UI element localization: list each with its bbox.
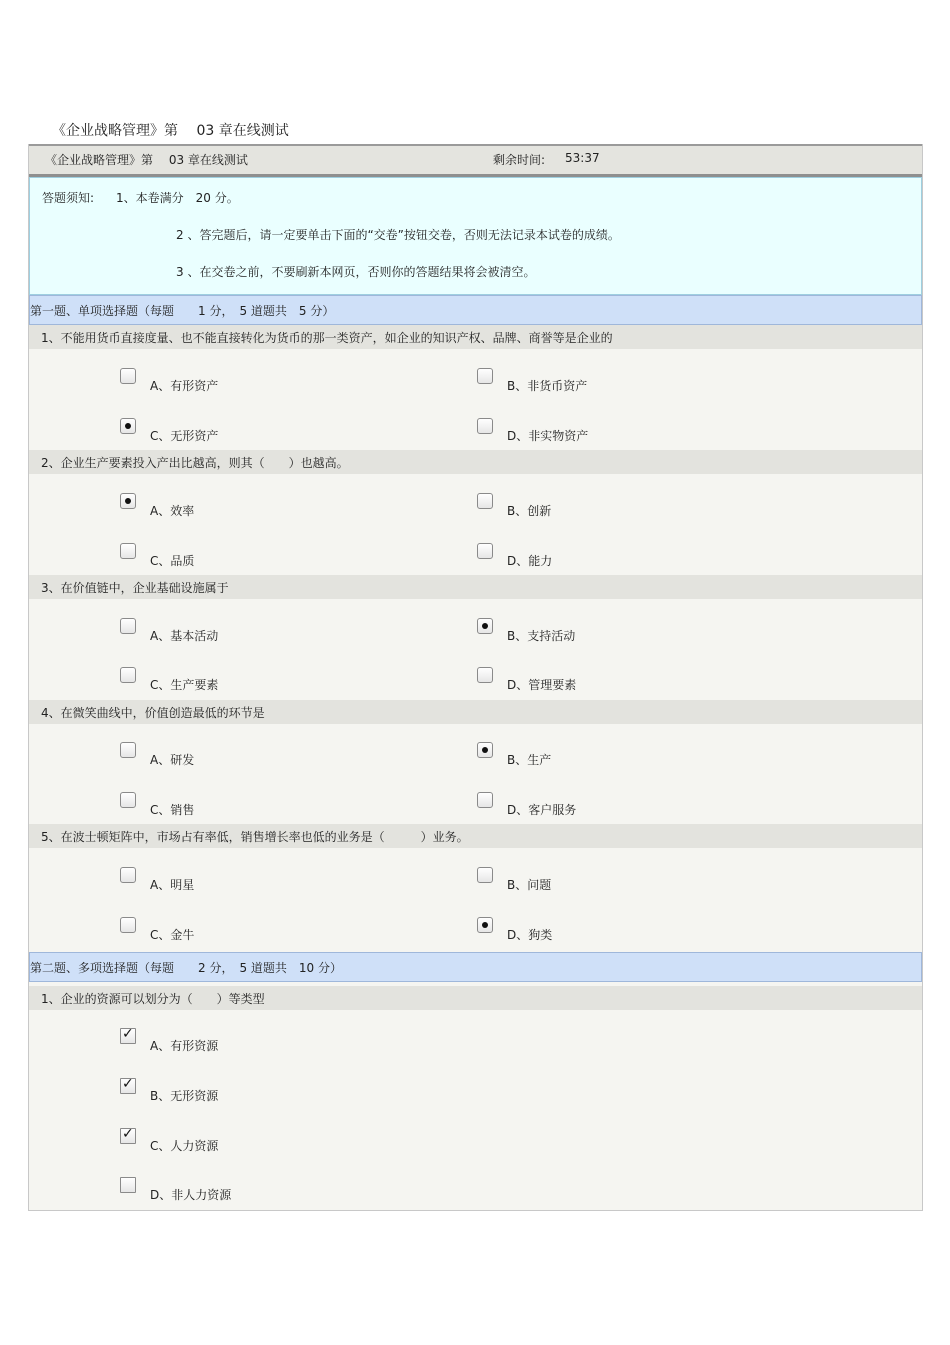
option-label: D、客户服务 xyxy=(507,803,577,817)
radio-button[interactable] xyxy=(477,368,493,384)
radio-button[interactable] xyxy=(120,543,136,559)
radio-button-selected[interactable] xyxy=(120,493,136,509)
test-frame xyxy=(28,144,923,1211)
option-label: D、管理要素 xyxy=(507,678,577,692)
test-title: 《企业战略管理》第 03 章在线测试 xyxy=(45,153,248,167)
option-label: C、生产要素 xyxy=(150,678,219,692)
question xyxy=(29,986,922,1010)
question-text: 4、在微笑曲线中，价值创造最低的环节是 xyxy=(41,706,265,720)
notice-item-1: 1、本卷满分 20 分。 xyxy=(116,191,239,205)
radio-button[interactable] xyxy=(120,917,136,933)
checkbox-checked[interactable] xyxy=(120,1128,136,1144)
option-label: D、非人力资源 xyxy=(150,1188,232,1202)
question-text: 1、不能用货币直接度量、也不能直接转化为货币的那一类资产，如企业的知识产权、品牌、商誉等是企业的 xyxy=(41,331,613,345)
question-text: 2、企业生产要素投入产出比越高，则其（ ）也越高。 xyxy=(41,456,349,470)
checkbox-checked[interactable] xyxy=(120,1028,136,1044)
option-label: B、无形资源 xyxy=(150,1089,219,1103)
option-label: C、品质 xyxy=(150,554,195,568)
checkbox[interactable] xyxy=(120,1177,136,1193)
notice-item-3: 3 、在交卷之前，不要刷新本网页，否则你的答题结果将会被清空。 xyxy=(176,265,536,279)
question xyxy=(29,450,922,474)
notice-item-2: 2 、答完题后，请一定要单击下面的“交卷”按钮交卷，否则无法记录本试卷的成绩。 xyxy=(176,228,620,242)
section-single-choice xyxy=(29,295,922,325)
question xyxy=(29,325,922,349)
option-label: C、人力资源 xyxy=(150,1139,219,1153)
header-bar xyxy=(29,144,922,177)
checkbox-checked[interactable] xyxy=(120,1078,136,1094)
question-text: 5、在波士顿矩阵中，市场占有率低，销售增长率也低的业务是（ ）业务。 xyxy=(41,830,469,844)
option-label: A、效率 xyxy=(150,504,195,518)
option-label: C、销售 xyxy=(150,803,195,817)
option-label: B、非货币资产 xyxy=(507,379,588,393)
page-title: 《企业战略管理》第 03 章在线测试 xyxy=(52,123,289,139)
notice-box xyxy=(29,177,922,295)
question-text: 3、在价值链中，企业基础设施属于 xyxy=(41,581,229,595)
section-title: 第二题、多项选择题（每题 2 分， 5 道题共 10 分） xyxy=(30,961,342,975)
time-label: 剩余时间: xyxy=(493,153,546,167)
radio-button[interactable] xyxy=(477,418,493,434)
section-multiple-choice xyxy=(29,952,922,982)
option-label: C、无形资产 xyxy=(150,429,219,443)
time-remaining: 53:37 xyxy=(565,151,600,165)
radio-button-selected[interactable] xyxy=(477,742,493,758)
option-label: A、研发 xyxy=(150,753,195,767)
radio-button[interactable] xyxy=(477,867,493,883)
radio-button-selected[interactable] xyxy=(120,418,136,434)
question xyxy=(29,824,922,848)
radio-button[interactable] xyxy=(120,867,136,883)
option-label: B、问题 xyxy=(507,878,552,892)
radio-button[interactable] xyxy=(477,792,493,808)
radio-button[interactable] xyxy=(120,368,136,384)
radio-button-selected[interactable] xyxy=(477,618,493,634)
notice-label: 答题须知: xyxy=(42,191,95,205)
radio-button[interactable] xyxy=(120,618,136,634)
radio-button[interactable] xyxy=(477,493,493,509)
section-title: 第一题、单项选择题（每题 1 分， 5 道题共 5 分） xyxy=(30,304,335,318)
option-label: D、狗类 xyxy=(507,928,553,942)
question-text: 1、企业的资源可以划分为（ ）等类型 xyxy=(41,992,265,1006)
radio-button[interactable] xyxy=(477,543,493,559)
option-label: C、金牛 xyxy=(150,928,195,942)
radio-button[interactable] xyxy=(120,792,136,808)
question xyxy=(29,575,922,599)
option-label: B、生产 xyxy=(507,753,552,767)
option-label: B、支持活动 xyxy=(507,629,576,643)
option-label: A、有形资源 xyxy=(150,1039,219,1053)
question xyxy=(29,700,922,724)
option-label: A、明星 xyxy=(150,878,195,892)
radio-button[interactable] xyxy=(477,667,493,683)
option-label: D、非实物资产 xyxy=(507,429,589,443)
option-label: A、有形资产 xyxy=(150,379,219,393)
radio-button-selected[interactable] xyxy=(477,917,493,933)
option-label: D、能力 xyxy=(507,554,553,568)
radio-button[interactable] xyxy=(120,667,136,683)
option-label: B、创新 xyxy=(507,504,552,518)
option-label: A、基本活动 xyxy=(150,629,219,643)
radio-button[interactable] xyxy=(120,742,136,758)
